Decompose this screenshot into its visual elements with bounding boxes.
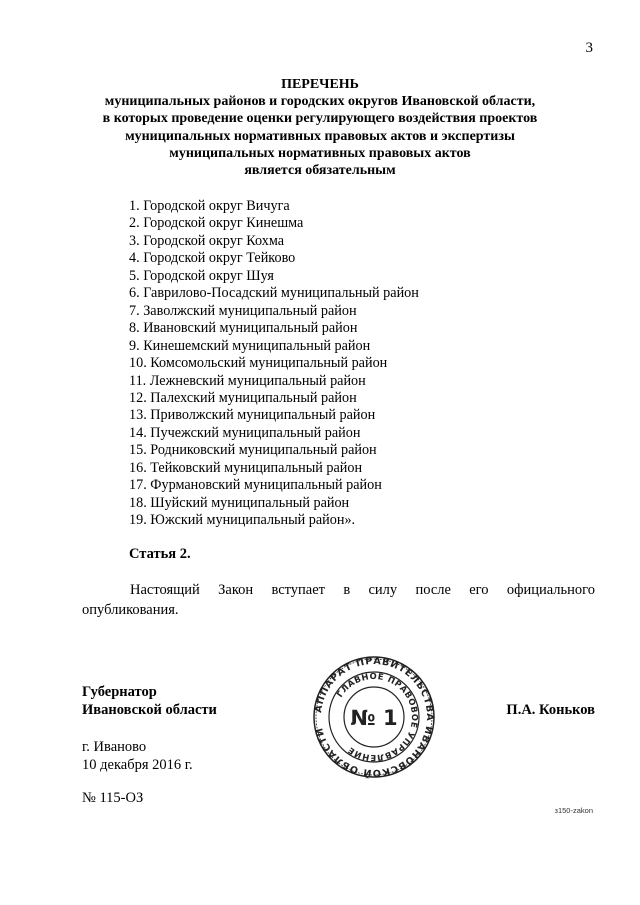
list-item: 7. Заволжский муниципальный район <box>129 302 357 319</box>
title-line: муниципальных нормативных правовых актов <box>169 145 471 161</box>
city: г. Иваново <box>82 739 147 755</box>
paragraph-word: Настоящий <box>130 582 200 598</box>
list-item: 2. Городской округ Кинешма <box>129 215 304 232</box>
paragraph-word: официального <box>506 582 595 598</box>
paragraph-word: силу <box>368 582 398 598</box>
list-item: 18. Шуйский муниципальный район <box>129 494 350 511</box>
title-line: муниципальных нормативных правовых актов и экспертизы <box>125 128 515 144</box>
list-item: 11. Лежневский муниципальный район <box>129 372 366 389</box>
list-item: 12. Палехский муниципальный район <box>129 389 357 406</box>
stamp-number: № 1 <box>350 706 398 730</box>
official-stamp <box>312 655 436 779</box>
stamp-outer-text: АППАРАТ ПРАВИТЕЛЬСТВА ИВАНОВСКОЙ ОБЛАСТИ <box>313 655 436 779</box>
page-number: 3 <box>585 40 593 56</box>
place-and-date <box>82 738 193 774</box>
list-item: 19. Южский муниципальный район». <box>129 512 356 529</box>
title-line: в которых проведение оценки регулирующего воздействия проектов <box>102 111 538 127</box>
list-item: 4. Городской округ Тейково <box>129 250 296 267</box>
paragraph-line-justified <box>82 580 595 600</box>
list-item: 5. Городской округ Шуя <box>129 267 274 284</box>
title-line: муниципальных районов и городских округов Ивановской области, <box>104 94 536 110</box>
file-code: з150-zakon <box>554 806 593 815</box>
list-item: 10. Комсомольский муниципальный район <box>129 355 388 372</box>
article-paragraph <box>82 580 595 620</box>
paragraph-word: Закон <box>218 582 254 598</box>
list-item: 6. Гаврилово-Посадский муниципальный район <box>129 285 419 302</box>
list-item: 8. Ивановский муниципальный район <box>129 320 358 337</box>
paragraph-word: в <box>343 582 351 598</box>
title-line: ПЕРЕЧЕНЬ <box>281 77 359 92</box>
stamp-inner-text: ГЛАВНОЕ ПРАВОВОЕ УПРАВЛЕНИЕ <box>334 670 421 764</box>
list-item: 13. Приволжский муниципальный район <box>129 407 376 424</box>
list-item: 3. Городской округ Кохма <box>129 232 285 249</box>
title-line: является обязательным <box>244 163 396 179</box>
document-title <box>60 76 580 179</box>
paragraph-word: вступает <box>271 582 326 598</box>
signatory-title <box>82 683 217 719</box>
paragraph-word: после <box>415 582 451 598</box>
list-item: 14. Пучежский муниципальный район <box>129 424 361 441</box>
paragraph-line: опубликования. <box>82 602 179 618</box>
paragraph-word: его <box>469 582 489 598</box>
list-item: 15. Родниковский муниципальный район <box>129 442 377 459</box>
list-item: 17. Фурмановский муниципальный район <box>129 477 382 494</box>
signatory-title-line: Губернатор <box>82 684 157 700</box>
list-item: 16. Тейковский муниципальный район <box>129 459 363 476</box>
municipality-list <box>129 198 419 530</box>
article-heading: Статья 2. <box>129 546 191 562</box>
signatory-title-line: Ивановской области <box>82 702 217 718</box>
signatory-name: П.А. Коньков <box>506 702 595 718</box>
law-number: № 115-ОЗ <box>82 790 144 806</box>
list-item: 9. Кинешемский муниципальный район <box>129 337 371 354</box>
date: 10 декабря 2016 г. <box>82 757 193 773</box>
list-item: 1. Городской округ Вичуга <box>129 198 290 214</box>
